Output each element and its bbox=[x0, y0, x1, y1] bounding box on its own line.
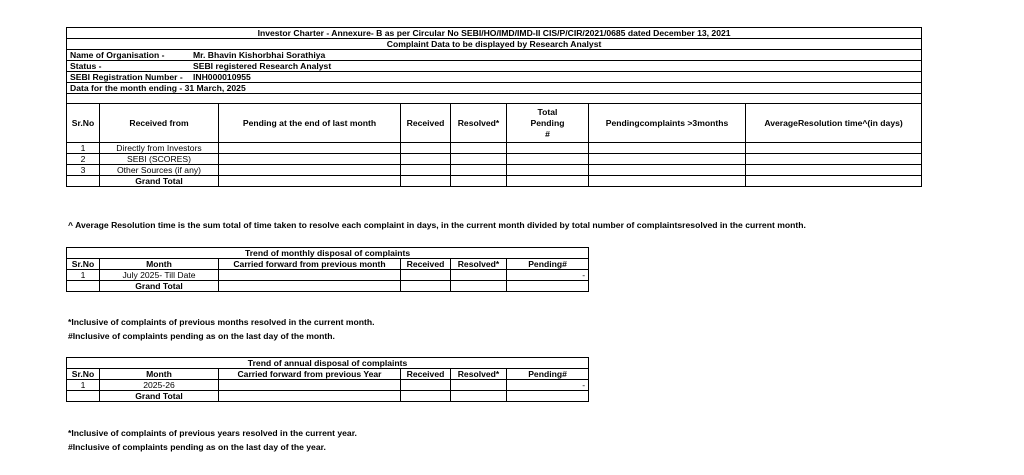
monthly-header-received: Received bbox=[401, 259, 451, 270]
row-srno: 3 bbox=[67, 165, 100, 176]
monthly-header-pending: Pending# bbox=[507, 259, 589, 270]
monthly-title: Trend of monthly disposal of complaints bbox=[67, 248, 589, 259]
header-received: Received bbox=[401, 104, 451, 143]
monthly-row-month: July 2025- Till Date bbox=[100, 270, 219, 281]
header-pending-last: Pending at the end of last month bbox=[219, 104, 401, 143]
avg-resolution-footnote: ^ Average Resolution time is the sum total of time taken to resolve each complaint in days, in the current month divided by total number of complaintsresolved in the current month. bbox=[68, 220, 806, 230]
monthly-header-resolved: Resolved* bbox=[451, 259, 507, 270]
grand-total-row bbox=[67, 176, 922, 187]
status-value: SEBI registered Research Analyst bbox=[193, 61, 332, 71]
monthly-header-srno: Sr.No bbox=[67, 259, 100, 270]
reg-row bbox=[67, 72, 922, 83]
blank-row bbox=[67, 94, 922, 104]
grand-total-row bbox=[67, 281, 589, 292]
monthly-trend-table bbox=[66, 247, 589, 292]
monthly-header-carried: Carried forward from previous month bbox=[219, 259, 401, 270]
header-srno: Sr.No bbox=[67, 104, 100, 143]
row-received-from: SEBI (SCORES) bbox=[100, 154, 219, 165]
month-ending: Data for the month ending - 31 March, 2025 bbox=[67, 83, 922, 94]
header-resolved: Resolved* bbox=[451, 104, 507, 143]
grand-total-label: Grand Total bbox=[100, 176, 219, 187]
org-value: Mr. Bhavin Kishorbhai Sorathiya bbox=[193, 50, 326, 60]
row-received-from: Directly from Investors bbox=[100, 143, 219, 154]
header-avg-resolution: AverageResolution time^(in days) bbox=[746, 104, 922, 143]
header-total-pending bbox=[507, 104, 589, 143]
annual-note-resolved: *Inclusive of complaints of previous years resolved in the current year. bbox=[68, 428, 357, 438]
table-row bbox=[67, 143, 922, 154]
annual-header-resolved: Resolved* bbox=[451, 369, 507, 380]
table-row bbox=[67, 154, 922, 165]
header-total-pending-line2: Pending bbox=[530, 117, 565, 128]
row-srno: 2 bbox=[67, 154, 100, 165]
annual-trend-table bbox=[66, 357, 589, 402]
annual-title: Trend of annual disposal of complaints bbox=[67, 358, 589, 369]
annual-header-month: Month bbox=[100, 369, 219, 380]
row-received-from: Other Sources (if any) bbox=[100, 165, 219, 176]
annual-row-month: 2025-26 bbox=[100, 380, 219, 391]
header-total-pending-line1: Total bbox=[537, 106, 558, 117]
row-srno: 1 bbox=[67, 143, 100, 154]
monthly-grand-total: Grand Total bbox=[100, 281, 219, 292]
charter-title: Investor Charter - Annexure- B as per Circular No SEBI/HO/IMD/IMD-II CIS/P/CIR/2021/0685 dated December 13, 2021 bbox=[67, 28, 922, 39]
annual-header-srno: Sr.No bbox=[67, 369, 100, 380]
annual-header-pending: Pending# bbox=[507, 369, 589, 380]
table-row bbox=[67, 270, 589, 281]
annual-header-received: Received bbox=[401, 369, 451, 380]
table-row bbox=[67, 165, 922, 176]
header-total-pending-line3: # bbox=[545, 128, 550, 139]
annual-note-pending: #Inclusive of complaints pending as on the last day of the year. bbox=[68, 442, 326, 452]
monthly-row-srno: 1 bbox=[67, 270, 100, 281]
monthly-header-month: Month bbox=[100, 259, 219, 270]
grand-total-row bbox=[67, 391, 589, 402]
charter-subtitle: Complaint Data to be displayed by Research Analyst bbox=[67, 39, 922, 50]
complaint-data-table bbox=[66, 27, 922, 187]
annual-row-pending: - bbox=[507, 380, 589, 391]
header-received-from: Received from bbox=[100, 104, 219, 143]
monthly-row-pending: - bbox=[507, 270, 589, 281]
status-row bbox=[67, 61, 922, 72]
reg-value: INH000010955 bbox=[193, 72, 251, 82]
status-label: Status - bbox=[70, 61, 102, 71]
monthly-note-resolved: *Inclusive of complaints of previous months resolved in the current month. bbox=[68, 317, 375, 327]
annual-header-carried: Carried forward from previous Year bbox=[219, 369, 401, 380]
annual-row-srno: 1 bbox=[67, 380, 100, 391]
org-label: Name of Organisation - bbox=[70, 50, 165, 60]
monthly-note-pending: #Inclusive of complaints pending as on the last day of the month. bbox=[68, 331, 335, 341]
table-row bbox=[67, 380, 589, 391]
header-pending-3months: Pendingcomplaints >3months bbox=[589, 104, 746, 143]
annual-grand-total: Grand Total bbox=[100, 391, 219, 402]
reg-label: SEBI Registration Number - bbox=[70, 72, 183, 82]
org-row bbox=[67, 50, 922, 61]
